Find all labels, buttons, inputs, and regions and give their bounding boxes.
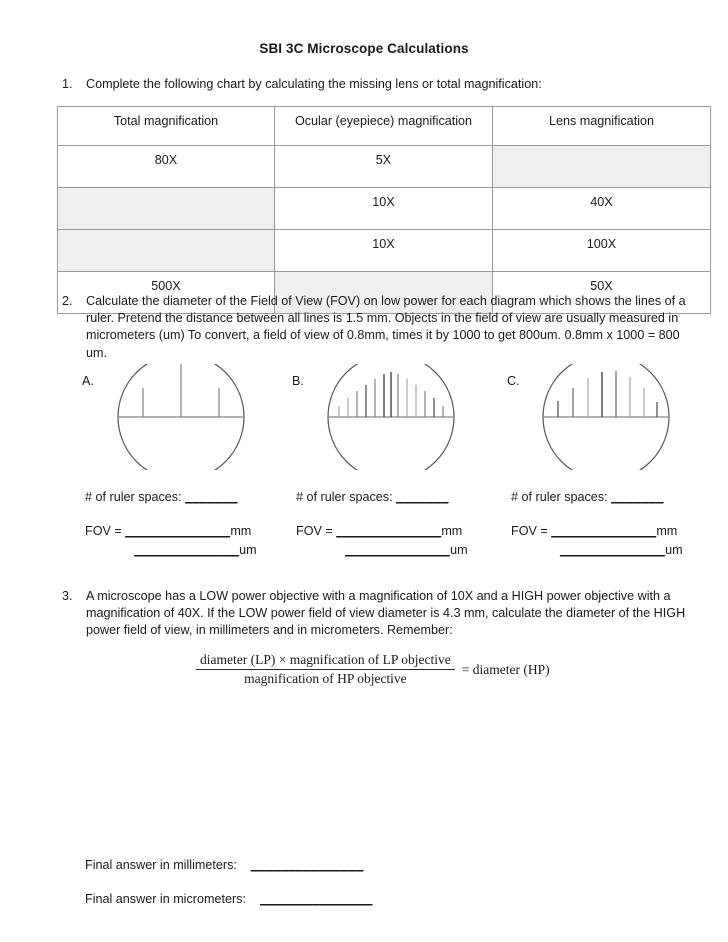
fov-um-row-b [296,541,511,560]
ruler-spaces-row-b [296,488,511,507]
fov-label-a: FOV = [85,524,122,538]
diagram-b-answers [296,488,511,560]
cell-ocular-magnification: 5X [275,146,493,188]
column-header-total-magnification: Total magnification [58,107,275,146]
cell-total-magnification-blank[interactable] [58,230,275,272]
column-header-ocular-magnification: Ocular (eyepiece) magnification [275,107,493,146]
ruler-spaces-row-c [511,488,726,507]
fov-um-blank-c[interactable]: ______________ [560,543,666,557]
cell-total-magnification: 80X [58,146,275,188]
fov-um-blank-a[interactable]: ______________ [134,543,240,557]
fov-um-blank-b[interactable]: ______________ [345,543,451,557]
question-1-text: Complete the following chart by calculating the missing lens or total magnification: [86,77,542,91]
ruler-spaces-label-a: # of ruler spaces: [85,490,182,504]
fov-circle-b [325,364,457,470]
ruler-spaces-blank-b[interactable]: _______ [396,490,449,504]
fov-circle-c [540,364,672,470]
question-3-number: 3. [62,589,73,603]
formula-numerator: diameter (LP) × magnification of LP objective [196,652,455,670]
final-answer-millimeters [85,858,363,872]
fov-label-b: FOV = [296,524,333,538]
ruler-spaces-label-c: # of ruler spaces: [511,490,608,504]
fov-mm-blank-c[interactable]: ______________ [551,524,657,538]
fov-mm-row-a [85,522,300,541]
final-answer-micrometers-label: Final answer in micrometers: [85,892,246,906]
cell-ocular-magnification: 10X [275,230,493,272]
diagram-b-letter: B. [292,374,304,388]
question-3 [62,588,702,640]
cell-lens-magnification: 40X [493,188,711,230]
formula-denominator: magnification of HP objective [244,671,407,686]
final-answer-millimeters-label: Final answer in millimeters: [85,858,237,872]
fov-um-unit-a: um [239,543,257,557]
table-row [58,188,711,230]
fov-mm-blank-b[interactable]: ______________ [336,524,442,538]
ruler-spaces-label-b: # of ruler spaces: [296,490,393,504]
formula-fraction [196,652,455,687]
fov-mm-unit-b: mm [441,524,463,538]
column-header-lens-magnification: Lens magnification [493,107,711,146]
fov-mm-unit-c: mm [656,524,678,538]
table-row [58,146,711,188]
fov-mm-row-c [511,522,726,541]
table-row [58,230,711,272]
question-2-number: 2. [62,294,73,308]
question-2 [62,293,702,362]
cell-total-magnification-blank[interactable] [58,188,275,230]
fov-mm-blank-a[interactable]: ______________ [125,524,231,538]
diagram-c-answers [511,488,726,560]
fov-mm-row-b [296,522,511,541]
fov-um-row-a [85,541,300,560]
formula-result: = diameter (HP) [461,661,550,677]
fov-circle-a [115,364,247,470]
cell-lens-magnification: 100X [493,230,711,272]
question-1 [62,76,682,93]
magnification-table [57,106,711,314]
table-header-row [58,107,711,146]
fov-label-c: FOV = [511,524,548,538]
cell-lens-magnification: 50X [493,272,711,314]
question-3-text: A microscope has a LOW power objective with a magnification of 10X and a HIGH power objective with a magnification of 40X. If the LOW power field of view diameter is 4.3 mm, calculate the diameter of the HIGH power field of view, in millimeters and in micrometers. Remember: [86,589,686,638]
cell-total-magnification: 500X [58,272,275,314]
ruler-spaces-blank-a[interactable]: _______ [185,490,238,504]
fov-um-unit-c: um [665,543,683,557]
ruler-spaces-row-a [85,488,300,507]
page-title: SBI 3C Microscope Calculations [259,41,469,56]
fov-um-unit-b: um [450,543,468,557]
cell-ocular-magnification: 10X [275,188,493,230]
final-answer-millimeters-blank[interactable]: _______________ [250,858,364,872]
cell-lens-magnification-blank[interactable] [493,146,711,188]
ruler-spaces-blank-c[interactable]: _______ [611,490,664,504]
magnification-formula [196,652,550,687]
question-1-number: 1. [62,77,73,91]
diagram-a-answers [85,488,300,560]
final-answer-micrometers [85,892,373,906]
question-2-text: Calculate the diameter of the Field of View (FOV) on low power for each diagram which shows the lines of a ruler. Pretend the distance between all lines is 1.5 mm. Objects in the field of view are usually measured in micrometers (um) To convert, a field of view of 0.8mm, times it by 1000 to get 800um. 0.8mm x 1000 = 800 um. [86,294,686,360]
fov-um-row-c [511,541,726,560]
fov-mm-unit-a: mm [230,524,252,538]
final-answer-micrometers-blank[interactable]: _______________ [259,892,373,906]
diagram-a-letter: A. [82,374,94,388]
diagram-c-letter: C. [507,374,520,388]
